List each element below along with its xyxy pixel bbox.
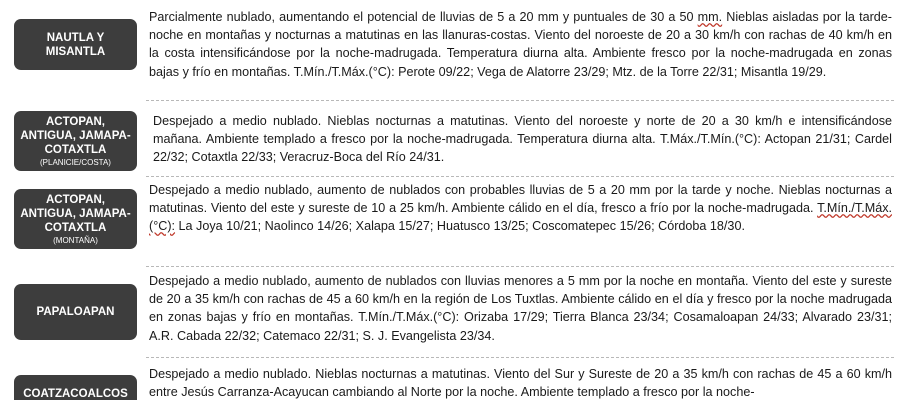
forecast-text-marked: mm. bbox=[697, 10, 723, 24]
region-label-line: ACTOPAN, bbox=[46, 115, 105, 128]
region-label-line: ACTOPAN, bbox=[46, 193, 105, 206]
region-label-line: MISANTLA bbox=[45, 45, 106, 58]
region-label-line: NAUTLA Y bbox=[46, 31, 105, 44]
region-label-line: COATZACOALCOS bbox=[23, 388, 128, 400]
region-label-papaloapan bbox=[14, 284, 137, 340]
region-forecast-text bbox=[149, 181, 892, 236]
forecast-text-marked: T.Mín./T.Máx.(°C): bbox=[149, 201, 892, 234]
section-divider bbox=[146, 266, 894, 267]
forecast-text-segment: Despejado a medio nublado. Nieblas nocturnas a matutinas. Viento del Sur y Sureste de 20 a 35 km/h con rachas de 45 a 60 km/h entre Jesús Carranza-Acayucan cambiando al Norte por la noche. Ambiente templado a fresco por la noche- bbox=[149, 367, 892, 400]
region-forecast-text bbox=[149, 8, 892, 81]
region-forecast-text bbox=[149, 365, 892, 400]
region-sublabel: (PLANICIE/COSTA) bbox=[40, 157, 111, 167]
region-label-actopan-montana bbox=[14, 189, 137, 249]
region-sublabel: (MONTAÑA) bbox=[53, 235, 98, 245]
section-divider bbox=[146, 357, 894, 358]
forecast-text-segment: Nieblas aisladas por la tarde-noche en montañas y nocturnas a matutinas en las llanuras-costas. Viento del noroeste de 20 a 30 km/h con rachas de 40 km/h en la costa intensificándose por la noche-madrugada. Temperatura diurna alta. Ambiente fresco por la noche-madrugada en zonas bajas y frío en montañas. T.Mín./T.Máx.(°C): Perote 09/22; Vega de Alatorre 23/29; Mtz. de la Torre 22/31; Misantla 19/29. bbox=[149, 10, 892, 79]
region-label-actopan-planicie bbox=[14, 111, 137, 171]
region-forecast-text bbox=[153, 112, 892, 167]
region-label-line: ANTIGUA, JAMAPA- bbox=[20, 129, 131, 142]
forecast-text-segment: Despejado a medio nublado, aumento de nublados con lluvias menores a 5 mm por la noche en montaña. Viento del este y sureste de 20 a 35 km/h con rachas de 45 a 60 km/h en la región de Los Tuxtlas. Ambiente cálido en el día y fresco por la noche madrugada en zonas bajas y frío en montañas. T.Mín./T.Máx.(°C): Orizaba 17/29; Tierra Blanca 23/34; Cosamaloapan 24/33; Alvarado 23/31; A.R. Cabada 22/32; Catemaco 22/31; S. J. Evangelista 23/34. bbox=[149, 274, 892, 343]
forecast-text-segment: Parcialmente nublado, aumentando el potencial de lluvias de 5 a 20 mm y puntuales de 30 a 50 bbox=[149, 10, 698, 24]
section-divider bbox=[146, 100, 894, 101]
region-label-nautla-misantla bbox=[14, 19, 137, 70]
region-label-line: PAPALOAPAN bbox=[36, 306, 115, 318]
region-label-line: ANTIGUA, JAMAPA- bbox=[20, 207, 131, 220]
forecast-text-segment: La Joya 10/21; Naolinco 14/26; Xalapa 15/27; Huatusco 13/25; Coscomatepec 15/26; Córdoba 18/30. bbox=[175, 219, 745, 234]
region-label-line: COTAXTLA bbox=[44, 221, 107, 234]
section-divider bbox=[146, 176, 894, 177]
forecast-text-segment: Despejado a medio nublado, aumento de nublados con probables lluvias de 5 a 20 mm por la tarde y noche. Nieblas nocturnas a matutinas. Viento del este y sureste de 10 a 25 km/h. Ambiente cálido en el día, fresco a frío por la noche-madrugada. bbox=[149, 183, 892, 216]
region-label-coatzacoalcos bbox=[14, 375, 137, 400]
region-label-line: COTAXTLA bbox=[44, 143, 107, 156]
region-forecast-text bbox=[149, 272, 892, 345]
forecast-text-segment: Despejado a medio nublado. Nieblas nocturnas a matutinas. Viento del noroeste y norte de 20 a 30 km/h e intensificándose mañana. Ambiente templado a fresco por la noche-madrugada. Temperatura diurna alta. T.Máx./T.Mín.(°C): Actopan 21/31; Cardel 22/32; Cotaxtla 22/33; Veracruz-Boca del Río 24/31. bbox=[153, 114, 892, 165]
